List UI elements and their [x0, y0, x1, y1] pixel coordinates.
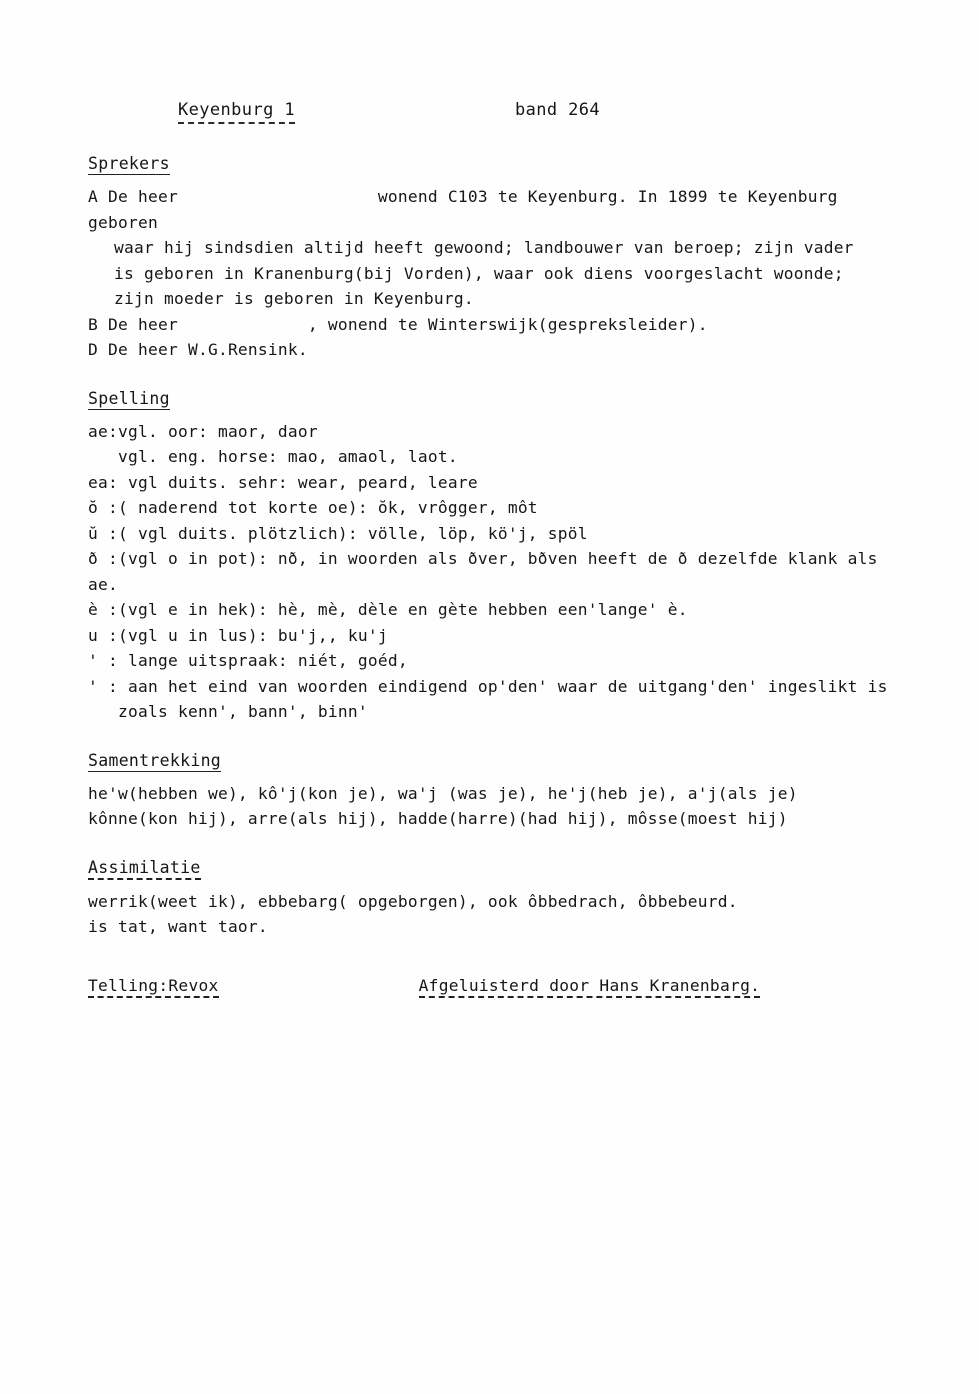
text-line: vgl. eng. horse: mao, amaol, laot. [88, 447, 458, 466]
section-sprekers [88, 154, 898, 363]
page-footer [88, 976, 898, 998]
page-header [88, 100, 898, 124]
page-title: Keyenburg 1 [178, 100, 295, 124]
section-assimilatie [88, 858, 898, 940]
text-line: is tat, want taor. [88, 917, 268, 936]
text-line: ' : lange uitspraak: niét, goéd, [88, 651, 408, 670]
band-number: band 264 [514, 100, 601, 120]
text-line: he'w(hebben we), kô'j(kon je), wa'j (was je), he'j(heb je), a'j(als je) [88, 783, 798, 803]
transcriber-credit: Afgeluisterd door Hans Kranenbarg. [419, 976, 761, 998]
text-line: u :(vgl u in lus): bu'j,, ku'j [88, 625, 388, 645]
section-spelling [88, 389, 898, 725]
section-samentrekking [88, 751, 898, 832]
section-heading-sprekers: Sprekers [88, 154, 170, 173]
text-line: ŏ :( naderend tot korte oe): ŏk, vrôgger, môt [88, 498, 538, 517]
text-line: waar hij sindsdien altijd heeft gewoond; landbouwer van beroep; zijn vader [114, 238, 854, 257]
text-line: ð :(vgl o in pot): nð, in woorden als ðver, bðven heeft de ð dezelfde klank als ae. [88, 549, 888, 594]
text-line: zoals kenn', bann', binn' [88, 702, 368, 721]
text-line: ae:vgl. oor: maor, daor [88, 421, 318, 441]
text-line: B De heer , wonend te Winterswijk(gespreksleider). [88, 314, 708, 334]
text-line: ŭ :( vgl duits. plötzlich): völle, löp, kö'j, spöl [88, 523, 588, 543]
document-body [88, 100, 898, 998]
text-line: è :(vgl e in hek): hè, mè, dèle en gète hebben een'lange' è. [88, 600, 688, 619]
text-line: is geboren in Kranenburg(bij Vorden), waar ook diens voorgeslacht woonde; [114, 263, 844, 283]
text-line: D De heer W.G.Rensink. [88, 340, 308, 359]
telling-label: Telling:Revox [88, 976, 219, 998]
text-line: kônne(kon hij), arre(als hij), hadde(harre)(had hij), môsse(moest hij) [88, 809, 788, 828]
text-line: zijn moeder is geboren in Keyenburg. [114, 289, 474, 308]
text-line: A De heer wonend C103 te Keyenburg. In 1899 te Keyenburg geboren [88, 187, 848, 232]
section-heading-assimilatie: Assimilatie [88, 858, 201, 880]
text-line: ' : aan het eind van woorden eindigend op'den' waar de uitgang'den' ingeslikt is [88, 676, 888, 696]
text-line: ea: vgl duits. sehr: wear, peard, leare [88, 472, 478, 492]
text-line: werrik(weet ik), ebbebarg( opgeborgen), ook ôbbedrach, ôbbebeurd. [88, 891, 738, 911]
section-heading-samentrekking: Samentrekking [88, 750, 222, 770]
section-heading-spelling: Spelling [88, 388, 170, 408]
